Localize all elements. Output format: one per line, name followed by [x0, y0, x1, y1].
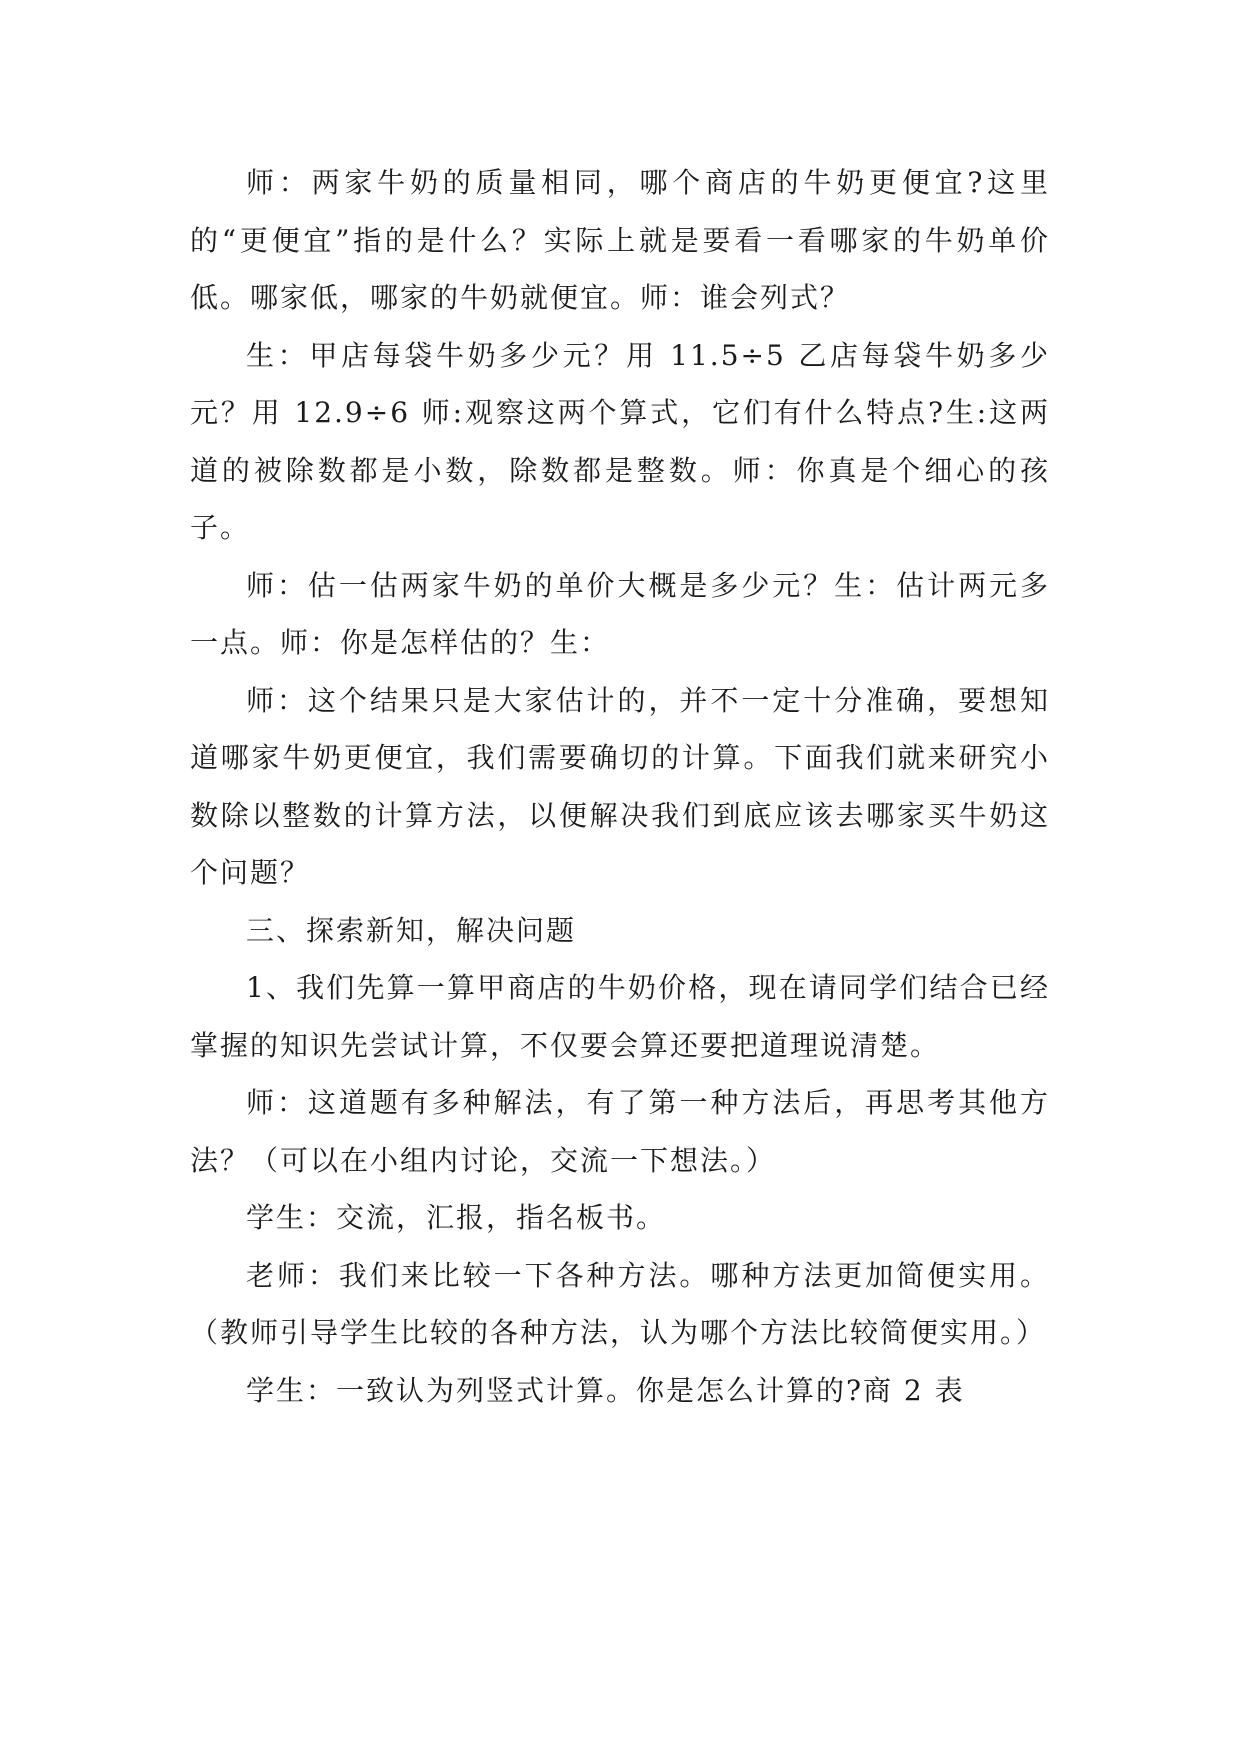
section-heading: 三、探索新知，解决问题	[246, 913, 577, 947]
paragraph-estimate: 师：估一估两家牛奶的单价大概是多少元？生：估计两元多一点。师：你是怎样估的？生：	[190, 568, 1050, 659]
paragraph-teacher-question: 师：两家牛奶的质量相同，哪个商店的牛奶更便宜?这里的“更便宜”指的是什么？实际上就是要看一看哪家的牛奶单价低。哪家低，哪家的牛奶就便宜。师：谁会列式？	[190, 166, 1050, 314]
paragraph-student-report: 学生：交流，汇报，指名板书。	[246, 1201, 667, 1234]
document-body	[190, 154, 1050, 1419]
paragraph-compare-methods: 老师：我们来比较一下各种方法。哪种方法更加简便实用。（教师引导学生比较的各种方法，认为哪个方法比较简便实用。）	[190, 1258, 1050, 1349]
paragraph-exact-calculation: 师：这个结果只是大家估计的，并不一定十分准确，要想知道哪家牛奶更便宜，我们需要确切的计算。下面我们就来研究小数除以整数的计算方法，以便解决我们到底应该去哪家买牛奶这个问题？	[190, 683, 1050, 889]
paragraph-multiple-methods: 师：这道题有多种解法，有了第一种方法后，再思考其他方法？（可以在小组内讨论，交流一下想法。）	[190, 1086, 1050, 1177]
paragraph-step-1: 1、我们先算一算甲商店的牛奶价格，现在请同学们结合已经掌握的知识先尝试计算，不仅要会算还要把道理说清楚。	[190, 971, 1050, 1062]
paragraph-student-expressions: 生：甲店每袋牛奶多少元？用 11.5÷5 乙店每袋牛奶多少元？用 12.9÷6 师:观察这两个算式，它们有什么特点?生:这两道的被除数都是小数，除数都是整数。师：你真是个细心的孩子。	[190, 338, 1050, 544]
paragraph-vertical-calculation: 学生：一致认为列竖式计算。你是怎么计算的?商 2 表	[246, 1373, 965, 1407]
